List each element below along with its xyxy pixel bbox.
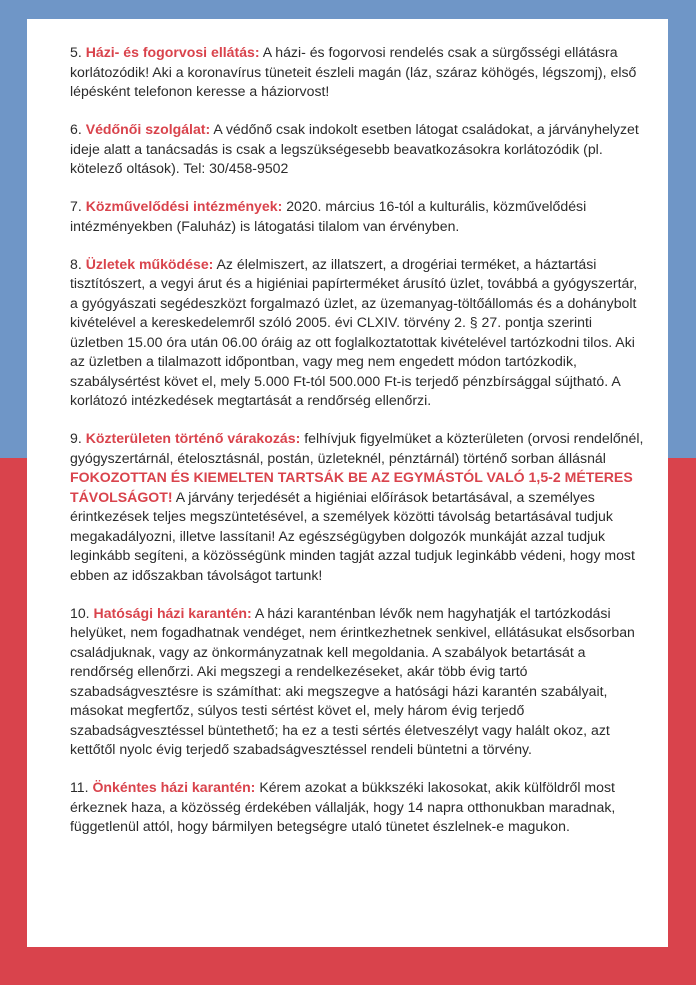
document-page [27,19,668,947]
section-text-after: A járvány terjedését a higiéniai előírások betartásával, a személyes érintkezések teljes megszüntetésével, a személyek közötti távolság betartásával tudjuk megakadályozni, illetve lassítani! Az egészségügyben dolgozók munkáját azzal tudjuk leginkább segíteni, a közösségünk minden tagját azzal tudjuk leginkább védeni, hogy most ebben az időszakban távolságot tartunk! [70,488,635,583]
section-heading: Közterületen történő várakozás: [85,430,301,446]
section-number: 5. [70,44,82,60]
section-11 [70,778,648,837]
section-number: 6. [70,121,82,137]
section-text: A házi- és fogorvosi rendelés csak a sürgősségi ellátásra korlátozódik! Aki a koronavírus tüneteit észleli magán (láz, száraz köhögés, légszomj), első lépésként telefonon keresse a háziorvost! [70,44,637,99]
section-text: A védőnő csak indokolt esetben látogat családokat, a járványhelyzet ideje alatt a tanácsadás is csak a legszükségesebb beavatkozásokra korlátozódik (pl. kötelező oltások). Tel: 30/458-9502 [70,121,639,176]
section-heading: Közművelődési intézmények: [85,198,283,214]
section-text: 2020. március 16-tól a kulturális, közművelődési intézményekben (Faluház) is látogatási tilalom van érvényben. [70,198,587,234]
section-number: 11. [70,779,89,795]
section-heading: Hatósági házi karantén: [93,604,252,621]
section-heading: Védőnői szolgálat: [85,121,211,137]
section-5 [70,43,648,102]
section-8 [70,255,648,411]
section-text: Kérem azokat a bükkszéki lakosokat, akik külföldről most érkeznek haza, a közösség érdekében vállalják, hogy 14 napra otthonukban maradnak, függetlenül attól, hogy bármilyen betegségre utaló tünetet észlelnek-e magukon. [70,779,616,834]
section-number: 7. [70,198,82,214]
section-heading: Üzletek működése: [85,255,214,272]
section-7 [70,197,648,236]
section-heading: Önkéntes házi karantén: [92,779,256,795]
section-10 [70,604,648,760]
section-heading: Házi- és fogorvosi ellátás: [85,44,260,60]
section-number: 8. [70,255,82,272]
section-text: Az élelmiszert, az illatszert, a drogériai terméket, a háztartási tisztítószert, a vegyi árut és a higiéniai papírterméket árusító üzlet, továbbá a gyógyszertár, a gyógyászati segédeszközt forgalmazó üzlet, az üzemanyag-töltőállomás és a dohánybolt kivételével a kereskedelemről szóló 2005. évi CLXIV. törvény 2. § 27. pontja szerinti üzletben 15.00 óra után 06.00 óráig az ott foglalkoztatottak kivételével tartózkodni tilos. Aki az üzletben a tilalmazott időpontban, vagy meg nem engedett módon tartózkodik, szabálysértést követ el, mely 5.000 Ft-tól 500.000 Ft-is terjedő pénzbírsággal sújtható. A korlátozó intézkedések megtartását a rendőrség ellenőrzi. [70,255,638,408]
section-text: A házi karanténban lévők nem hagyhatják el tartózkodási helyüket, nem fogadhatnak vendéget, nem érintkezhetnek senkivel, ellátásukat elsősorban családjuknak, vagy az önkormányzatnak kell megoldania. A szabályok betartását a rendőrség ellenőrzi. Aki megszegi a rendelkezéseket, akár több évig tartó szabadságvesztésre is számíthat: aki megszegve a hatósági házi karantén szabályait, másokat megfertőz, súlyos testi sértést követ el, mely három évig terjedő szabadságvesztéssel büntethető; ha ez a testi sértés életveszélyt vagy halált okoz, azt kettőtől nyolc évig terjedő szabadságvesztéssel rendeli büntetni a törvény. [70,604,635,757]
section-6 [70,120,648,179]
section-number: 10. [70,604,90,621]
section-emphasis: FOKOZOTTAN ÉS KIEMELTEN TARTSÁK BE AZ EGYMÁSTÓL VALÓ 1,5-2 MÉTERES TÁVOLSÁGOT! [70,469,633,505]
section-9 [70,429,648,585]
section-number: 9. [70,430,82,446]
section-text: felhívjuk figyelmüket a közterületen (orvosi rendelőnél, gyógyszertárnál, ételosztásnál, postán, üzleteknél, pénztárnál) történő sorban állásnál [70,430,644,466]
